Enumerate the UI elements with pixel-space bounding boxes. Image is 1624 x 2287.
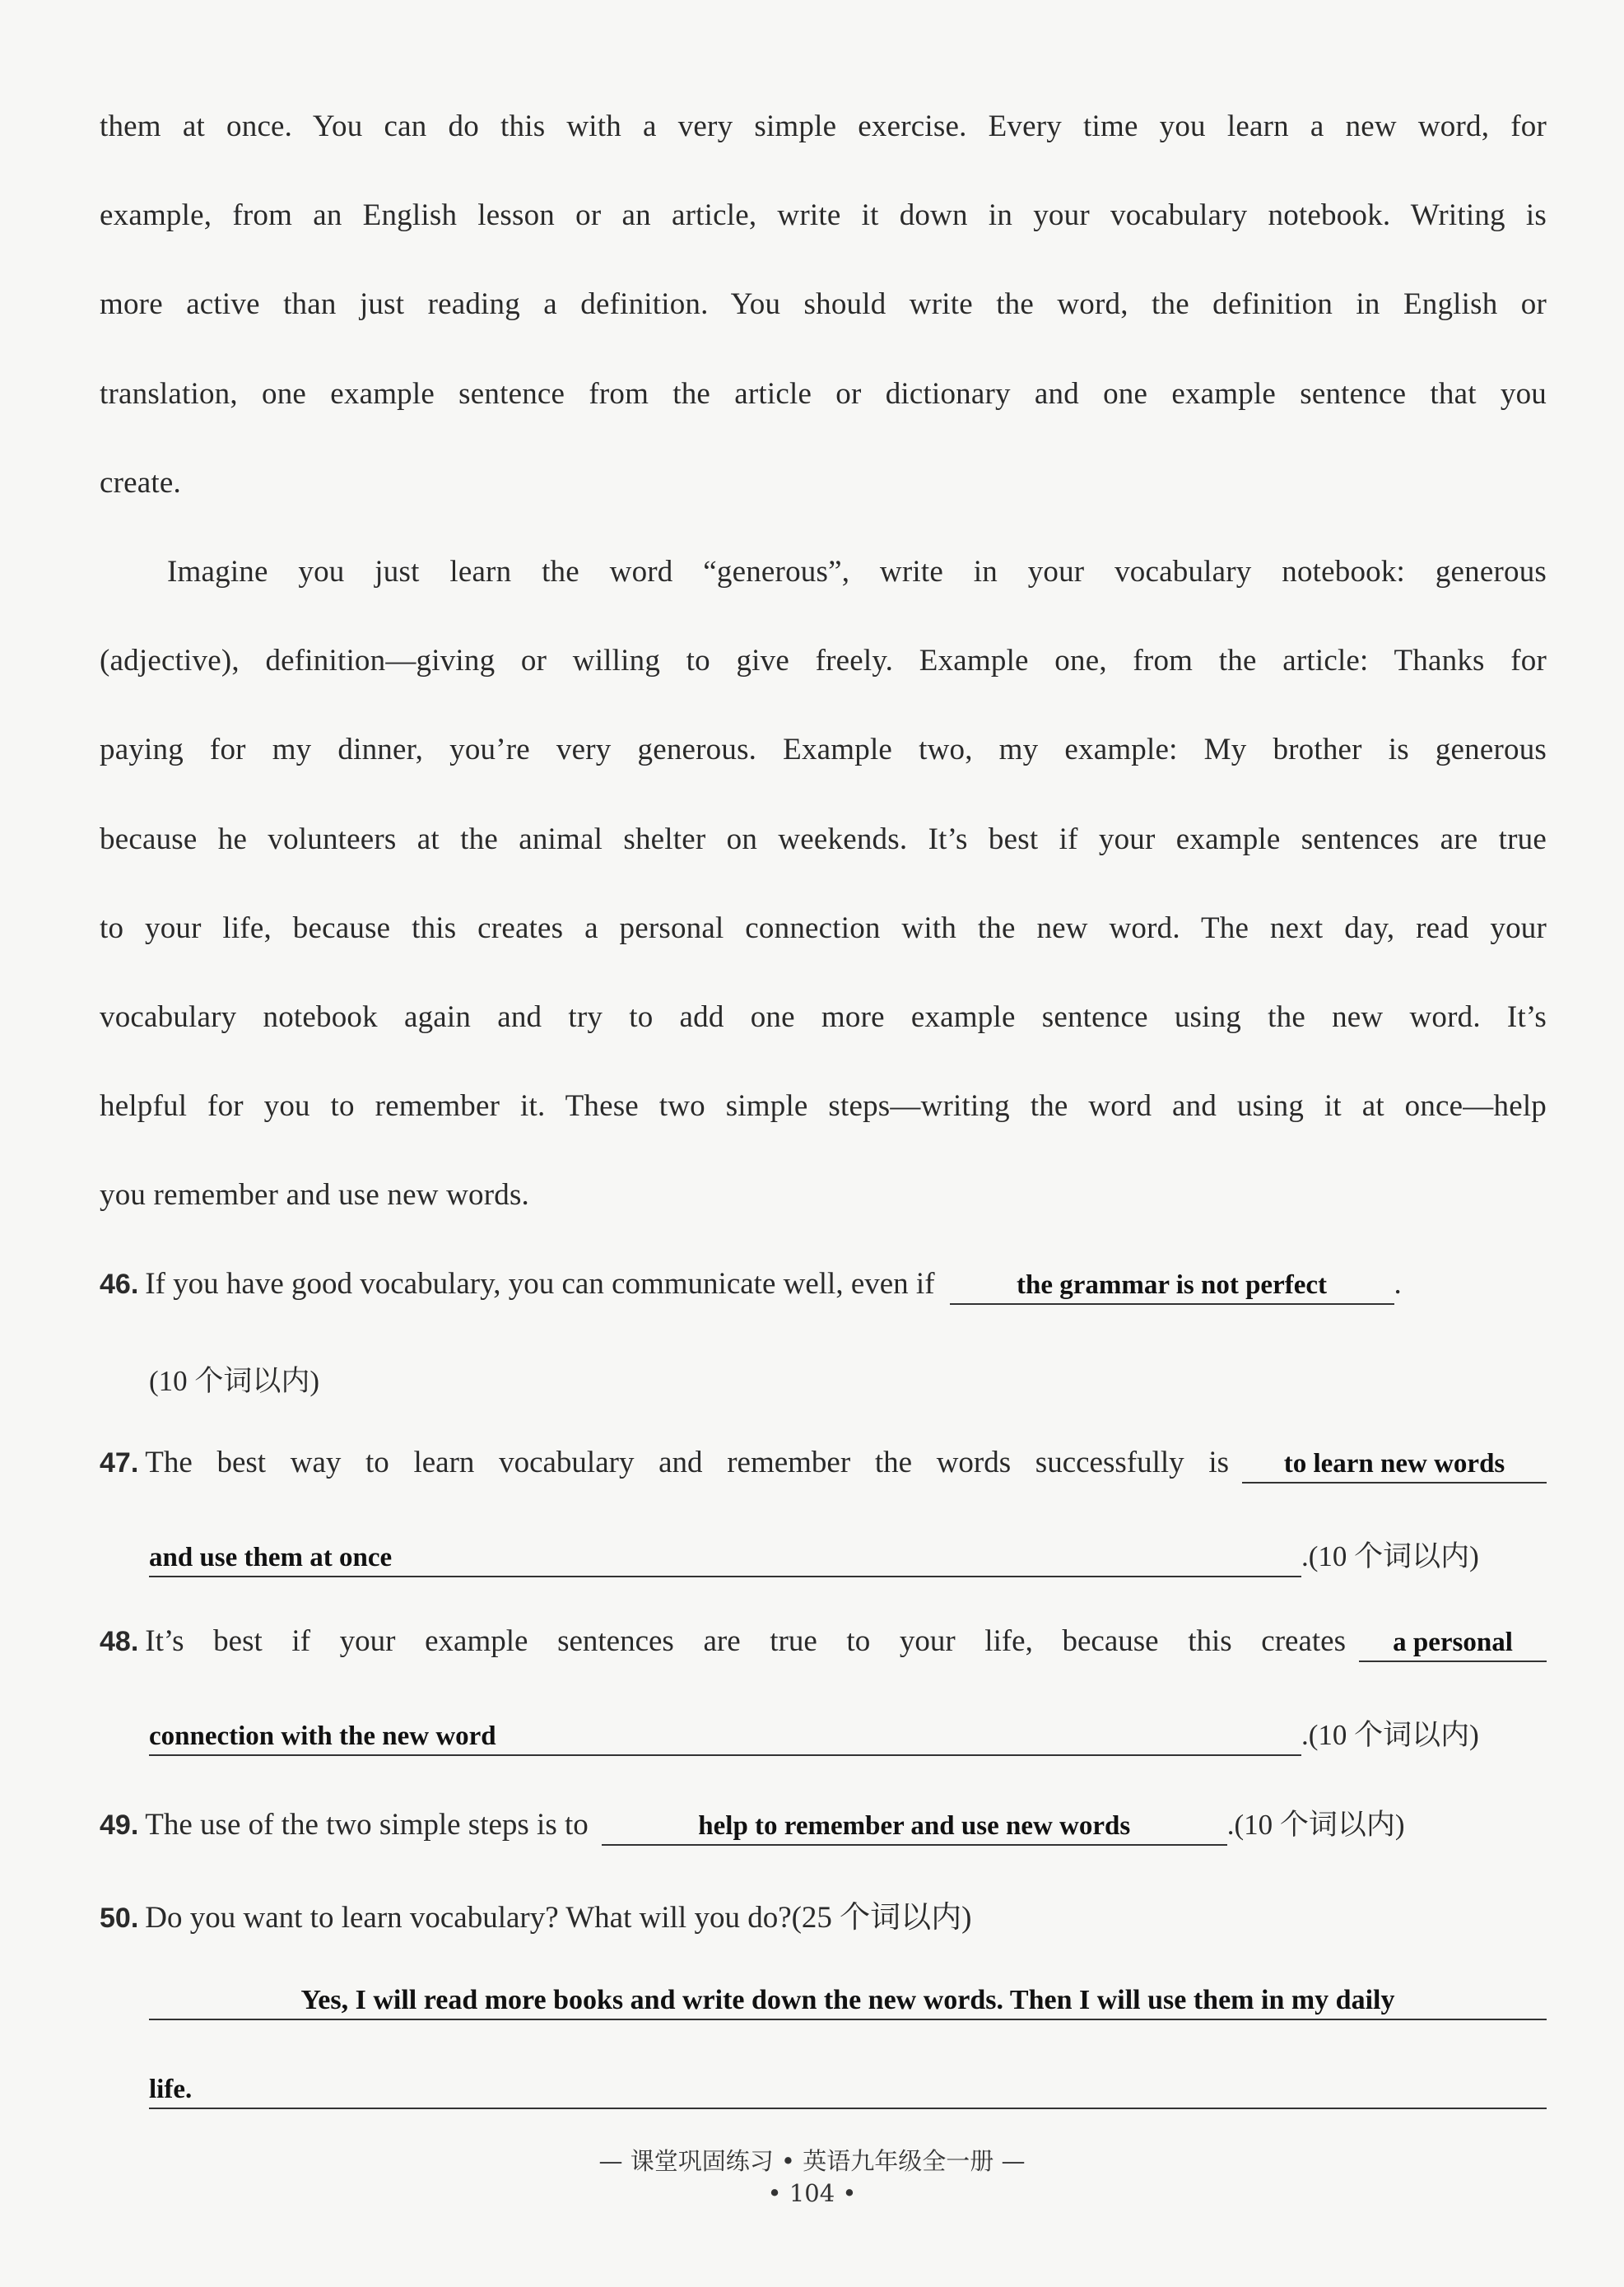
period: . [1394,1267,1402,1301]
answer-blank-line2[interactable]: and use them at once [149,1539,1301,1577]
word-limit-note: .(10 个词以内) [1301,1540,1479,1572]
question-number: 47. [100,1447,139,1479]
passage-line: paying for my dinner, you’re very generous. Example two, my example: My brother is generous [100,733,1547,767]
question-text: It’s best if your example sentences are true to your life, because this creates [145,1624,1346,1658]
question-text: Do you want to learn vocabulary? What will you do?(25 个词以内) [145,1901,972,1935]
answer-blank[interactable]: help to remember and use new words [602,1808,1227,1846]
passage-line: vocabulary notebook again and try to add one more example sentence using the new word. It’s [100,999,1547,1034]
answer-blank-line1[interactable]: a personal [1359,1624,1547,1662]
question-number: 49. [100,1810,139,1841]
word-limit-note: .(10 个词以内) [1226,1809,1405,1841]
word-limit-note: .(10 个词以内) [1301,1719,1479,1751]
passage-line: them at once. You can do this with a very simple exercise. Every time you learn a new word, for [100,109,1547,143]
reading-passage [100,82,1547,1240]
book-title-footer: — 课堂巩固练习 • 英语九年级全一册 — [598,2147,1026,2175]
question-text: The use of the two simple steps is to [145,1808,589,1842]
passage-line: because he volunteers at the animal shelter on weekends. It’s best if your example sentences are true [100,822,1547,856]
page-number: • 104 • [767,2179,857,2207]
word-limit-note: (10 个词以内) [149,1365,320,1397]
question-text: If you have good vocabulary, you can communicate well, even if [145,1267,935,1301]
question-number: 48. [100,1626,139,1657]
passage-line: you remember and use new words. [100,1178,529,1213]
passage-line: (adjective), definition—giving or willing to give freely. Example one, from the article: Thanks for [100,644,1547,678]
passage-line: create. [100,465,181,500]
passage-line: example, from an English lesson or an article, write it down in your vocabulary notebook. Writing is [100,198,1547,233]
answer-line2[interactable]: life. [149,2071,1547,2109]
question-text: The best way to learn vocabulary and remember the words successfully is [145,1446,1229,1479]
passage-line: Imagine you just learn the word “generous”, write in your vocabulary notebook: generous [167,554,1547,589]
passage-line: more active than just reading a definition. You should write the word, the definition in English or [100,287,1547,322]
answer-blank[interactable]: the grammar is not perfect [950,1267,1394,1305]
passage-line: to your life, because this creates a personal connection with the new word. The next day, read your [100,911,1547,945]
passage-line: helpful for you to remember it. These two simple steps—writing the word and using it at once—help [100,1089,1547,1124]
answer-blank-line1[interactable]: to learn new words [1242,1446,1547,1484]
question-number: 46. [100,1269,139,1300]
passage-line: translation, one example sentence from the article or dictionary and one example sentence that you [100,376,1547,411]
question-number: 50. [100,1903,139,1934]
answer-blank-line2[interactable]: connection with the new word [149,1718,1301,1756]
answer-line1[interactable]: Yes, I will read more books and write down the new words. Then I will use them in my daily [149,1982,1547,2020]
